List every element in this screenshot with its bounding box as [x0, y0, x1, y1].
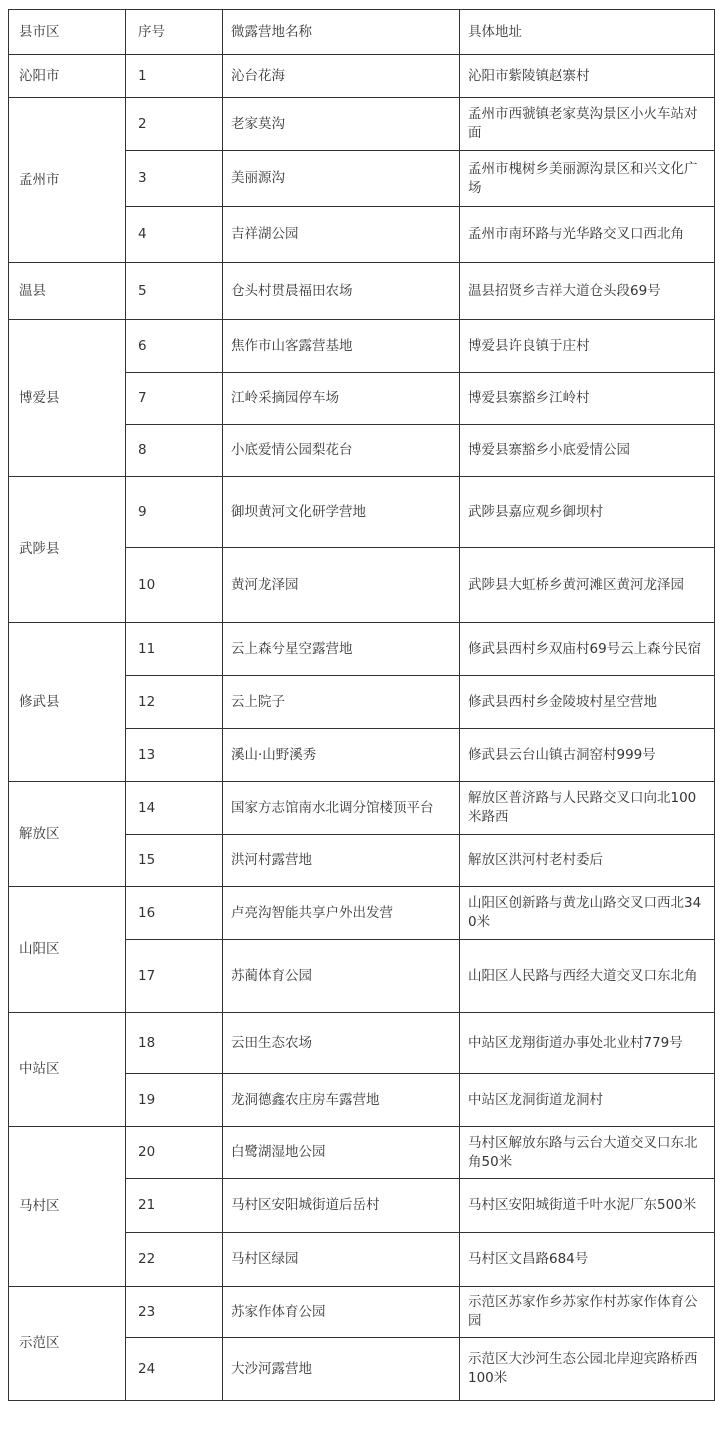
county-cell: 山阳区 — [9, 887, 126, 1013]
number-cell: 18 — [126, 1013, 223, 1074]
number-cell: 8 — [126, 425, 223, 477]
camp-name-cell: 御坝黄河文化研学营地 — [223, 477, 460, 548]
address-cell: 马村区文昌路684号 — [460, 1233, 715, 1287]
county-cell: 温县 — [9, 263, 126, 320]
county-cell: 解放区 — [9, 782, 126, 887]
camp-name-cell: 马村区绿园 — [223, 1233, 460, 1287]
number-cell: 23 — [126, 1287, 223, 1338]
table-row — [9, 887, 715, 940]
number-cell: 6 — [126, 320, 223, 373]
number-cell: 19 — [126, 1074, 223, 1127]
address-cell: 山阳区人民路与西经大道交叉口东北角 — [460, 940, 715, 1013]
number-cell: 16 — [126, 887, 223, 940]
address-cell: 解放区洪河村老村委后 — [460, 835, 715, 887]
camp-name-cell: 龙洞德鑫农庄房车露营地 — [223, 1074, 460, 1127]
number-cell: 9 — [126, 477, 223, 548]
number-cell: 21 — [126, 1179, 223, 1233]
camp-name-cell: 洪河村露营地 — [223, 835, 460, 887]
camp-name-cell: 焦作市山客露营基地 — [223, 320, 460, 373]
address-cell: 中站区龙翔街道办事处北业村779号 — [460, 1013, 715, 1074]
camp-name-cell: 江岭采摘园停车场 — [223, 373, 460, 425]
address-cell: 武陟县大虹桥乡黄河滩区黄河龙泽园 — [460, 548, 715, 623]
number-cell: 4 — [126, 207, 223, 263]
camp-name-cell: 国家方志馆南水北调分馆楼顶平台 — [223, 782, 460, 835]
number-cell: 7 — [126, 373, 223, 425]
address-cell: 孟州市槐树乡美丽源沟景区和兴文化广场 — [460, 151, 715, 207]
header-county: 县市区 — [9, 10, 126, 55]
county-cell: 示范区 — [9, 1287, 126, 1401]
address-cell: 孟州市南环路与光华路交叉口西北角 — [460, 207, 715, 263]
address-cell: 博爱县寨豁乡小底爱情公园 — [460, 425, 715, 477]
address-cell: 山阳区创新路与黄龙山路交叉口西北340米 — [460, 887, 715, 940]
address-cell: 武陟县嘉应观乡御坝村 — [460, 477, 715, 548]
county-cell: 沁阳市 — [9, 55, 126, 98]
camp-name-cell: 溪山·山野溪秀 — [223, 729, 460, 782]
number-cell: 1 — [126, 55, 223, 98]
table-row — [9, 782, 715, 835]
number-cell: 11 — [126, 623, 223, 676]
table-row — [9, 55, 715, 98]
county-cell: 修武县 — [9, 623, 126, 782]
address-cell: 孟州市西虢镇老家莫沟景区小火车站对面 — [460, 98, 715, 151]
number-cell: 22 — [126, 1233, 223, 1287]
table-row — [9, 1127, 715, 1179]
table-header-row — [9, 10, 715, 55]
camp-name-cell: 黄河龙泽园 — [223, 548, 460, 623]
address-cell: 解放区普济路与人民路交叉口向北100米路西 — [460, 782, 715, 835]
address-cell: 马村区解放东路与云台大道交叉口东北角50米 — [460, 1127, 715, 1179]
camp-table-wrapper — [8, 9, 702, 1401]
header-number: 序号 — [126, 10, 223, 55]
camp-name-cell: 大沙河露营地 — [223, 1338, 460, 1401]
number-cell: 17 — [126, 940, 223, 1013]
address-cell: 修武县云台山镇古洞窑村999号 — [460, 729, 715, 782]
county-cell: 马村区 — [9, 1127, 126, 1287]
camp-name-cell: 仓头村贯晨福田农场 — [223, 263, 460, 320]
address-cell: 博爱县寨豁乡江岭村 — [460, 373, 715, 425]
number-cell: 14 — [126, 782, 223, 835]
camp-name-cell: 吉祥湖公园 — [223, 207, 460, 263]
camp-site-table — [8, 9, 715, 1401]
camp-name-cell: 美丽源沟 — [223, 151, 460, 207]
county-cell: 博爱县 — [9, 320, 126, 477]
address-cell: 马村区安阳城街道千叶水泥厂东500米 — [460, 1179, 715, 1233]
camp-name-cell: 小底爱情公园梨花台 — [223, 425, 460, 477]
header-camp-name: 微露营地名称 — [223, 10, 460, 55]
address-cell: 中站区龙洞街道龙洞村 — [460, 1074, 715, 1127]
table-row — [9, 1013, 715, 1074]
camp-name-cell: 沁台花海 — [223, 55, 460, 98]
header-address: 具体地址 — [460, 10, 715, 55]
county-cell: 中站区 — [9, 1013, 126, 1127]
number-cell: 15 — [126, 835, 223, 887]
number-cell: 13 — [126, 729, 223, 782]
county-cell: 武陟县 — [9, 477, 126, 623]
camp-name-cell: 苏蔺体育公园 — [223, 940, 460, 1013]
address-cell: 温县招贤乡吉祥大道仓头段69号 — [460, 263, 715, 320]
address-cell: 修武县西村乡双庙村69号云上森兮民宿 — [460, 623, 715, 676]
number-cell: 3 — [126, 151, 223, 207]
address-cell: 示范区苏家作乡苏家作村苏家作体育公园 — [460, 1287, 715, 1338]
number-cell: 5 — [126, 263, 223, 320]
number-cell: 20 — [126, 1127, 223, 1179]
number-cell: 12 — [126, 676, 223, 729]
camp-name-cell: 卢亮沟智能共享户外出发营 — [223, 887, 460, 940]
camp-name-cell: 云田生态农场 — [223, 1013, 460, 1074]
camp-name-cell: 马村区安阳城街道后岳村 — [223, 1179, 460, 1233]
camp-name-cell: 老家莫沟 — [223, 98, 460, 151]
address-cell: 博爱县许良镇于庄村 — [460, 320, 715, 373]
address-cell: 示范区大沙河生态公园北岸迎宾路桥西100米 — [460, 1338, 715, 1401]
camp-name-cell: 白鹭湖湿地公园 — [223, 1127, 460, 1179]
table-row — [9, 320, 715, 373]
county-cell: 孟州市 — [9, 98, 126, 263]
camp-name-cell: 云上院子 — [223, 676, 460, 729]
camp-name-cell: 苏家作体育公园 — [223, 1287, 460, 1338]
camp-name-cell: 云上森兮星空露营地 — [223, 623, 460, 676]
address-cell: 沁阳市紫陵镇赵寨村 — [460, 55, 715, 98]
number-cell: 10 — [126, 548, 223, 623]
number-cell: 2 — [126, 98, 223, 151]
table-row — [9, 477, 715, 548]
table-row — [9, 1287, 715, 1338]
table-row — [9, 263, 715, 320]
number-cell: 24 — [126, 1338, 223, 1401]
table-row — [9, 98, 715, 151]
table-row — [9, 623, 715, 676]
address-cell: 修武县西村乡金陵坡村星空营地 — [460, 676, 715, 729]
